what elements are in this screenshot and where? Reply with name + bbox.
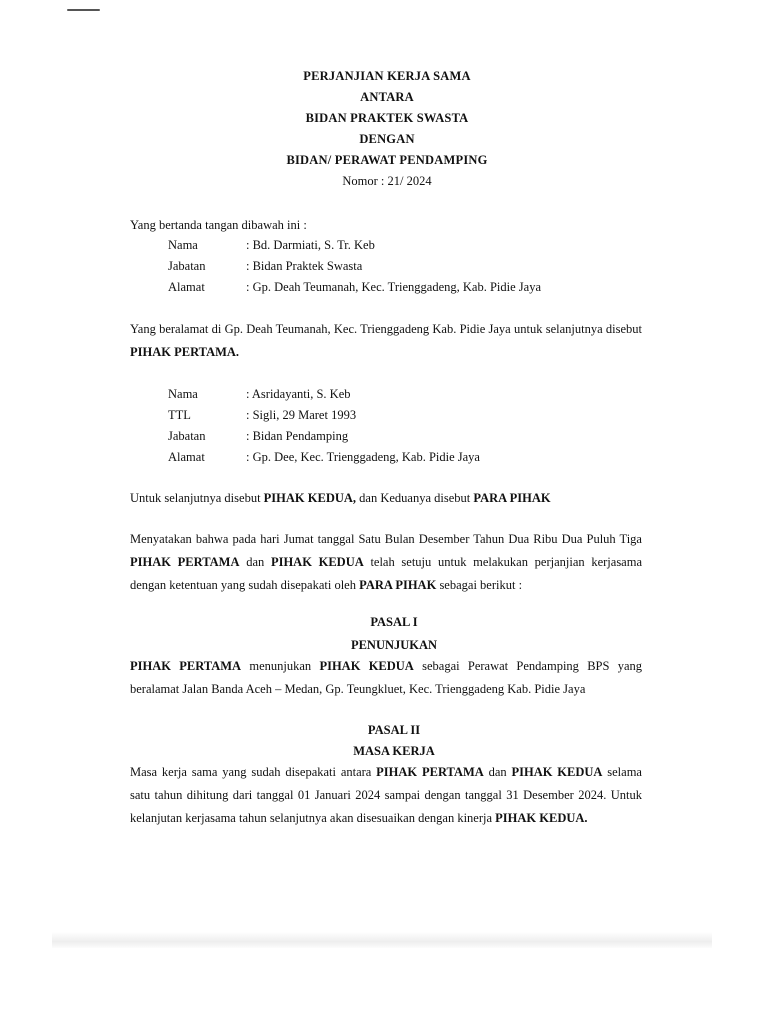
text-run: menunjukan [241, 659, 320, 673]
party2-row-nama [168, 384, 480, 405]
field-label: Jabatan [168, 259, 206, 273]
field-value: : Bidan Pendamping [246, 429, 349, 443]
bold-text: PIHAK KEDUA [511, 765, 603, 779]
bold-text: PIHAK PERTAMA [130, 659, 242, 673]
pasal2-paragraph [130, 761, 642, 830]
text-run: dan Keduanya disebut [356, 491, 474, 505]
field-value: : Sigli, 29 Maret 1993 [246, 408, 357, 422]
field-value: : Asridayanti, S. Keb [246, 387, 351, 401]
party2-row-jabatan [168, 426, 480, 447]
text-run: Masa kerja sama yang sudah disepakati antara [130, 765, 377, 779]
scan-shadow [52, 932, 712, 948]
bold-text: PIHAK KEDUA. [495, 811, 588, 825]
party2-description [130, 487, 642, 510]
title-line-3: BIDAN PRAKTEK SWASTA [305, 111, 469, 125]
bold-text: PIHAK KEDUA [319, 659, 414, 673]
field-value: : Gp. Dee, Kec. Trienggadeng, Kab. Pidie Jaya [246, 450, 480, 464]
text-run: selama satu tahun dihitung dari tanggal 01 Januari 2024 sampai dengan tanggal 31 Desember 2024. Untuk kelanjutan kerjasama tahun selanjutnya akan disesuaikan dengan kinerja [130, 765, 642, 825]
party1-details [168, 235, 541, 298]
document-title [0, 66, 768, 192]
bold-text: PIHAK PERTAMA [130, 555, 240, 569]
party1-row-alamat [168, 277, 541, 298]
text-run: Menyatakan bahwa pada hari Jumat tanggal Satu Bulan Desember Tahun Dua Ribu Dua Puluh Tiga [130, 532, 642, 546]
text-run: dan [239, 555, 271, 569]
text-run: telah setuju untuk melakukan perjanjian kerjasama dengan ketentuan yang sudah disepakati oleh [130, 555, 642, 592]
party2-details [168, 384, 480, 468]
party1-description [130, 318, 642, 364]
party2-row-ttl [168, 405, 480, 426]
title-line-2: ANTARA [360, 90, 414, 104]
document-number: Nomor : 21/ 2024 [342, 174, 432, 188]
text-run: dan [483, 765, 512, 779]
party2-row-alamat [168, 447, 480, 468]
text-run: Yang beralamat di Gp. Deah Teumanah, Kec. Trienggadeng Kab. Pidie Jaya untuk selanjutnya disebut [130, 322, 642, 336]
field-value: : Bidan Praktek Swasta [246, 259, 363, 273]
field-value: : Gp. Deah Teumanah, Kec. Trienggadeng, Kab. Pidie Jaya [246, 280, 542, 294]
bold-text: PIHAK PERTAMA. [130, 345, 240, 359]
field-label: Nama [168, 238, 198, 252]
statement-paragraph [130, 528, 642, 597]
field-value: : Bd. Darmiati, S. Tr. Keb [246, 238, 375, 252]
field-label: Nama [168, 387, 198, 401]
pasal2-subheading: MASA KERJA [353, 744, 435, 758]
bold-text: PARA PIHAK [473, 491, 551, 505]
pasal2-heading: PASAL II [367, 723, 421, 737]
pasal1-heading: PASAL I [370, 615, 418, 629]
text-run: Untuk selanjutnya disebut [130, 491, 264, 505]
field-label: TTL [168, 408, 191, 422]
title-line-5: BIDAN/ PERAWAT PENDAMPING [286, 153, 488, 167]
title-line-4: DENGAN [359, 132, 415, 146]
scan-mark [67, 9, 100, 11]
pasal1-paragraph [130, 655, 642, 701]
title-line-1: PERJANJIAN KERJA SAMA [303, 69, 471, 83]
bold-text: PIHAK PERTAMA [376, 765, 484, 779]
pasal1-subheading: PENUNJUKAN [350, 638, 438, 652]
text-run: sebagai Perawat Pendamping BPS yang beralamat Jalan Banda Aceh – Medan, Gp. Teungkluet, Kec. Trienggadeng Kab. Pidie Jaya [130, 659, 643, 696]
field-label: Alamat [168, 280, 205, 294]
field-label: Alamat [168, 450, 205, 464]
bold-text: PIHAK KEDUA [270, 555, 364, 569]
party1-row-nama [168, 235, 541, 256]
intro-text: Yang bertanda tangan dibawah ini : [130, 218, 307, 232]
bold-text: PARA PIHAK [359, 578, 437, 592]
field-label: Jabatan [168, 429, 206, 443]
party1-row-jabatan [168, 256, 541, 277]
text-run: sebagai berikut : [436, 578, 523, 592]
bold-text: PIHAK KEDUA, [263, 491, 357, 505]
